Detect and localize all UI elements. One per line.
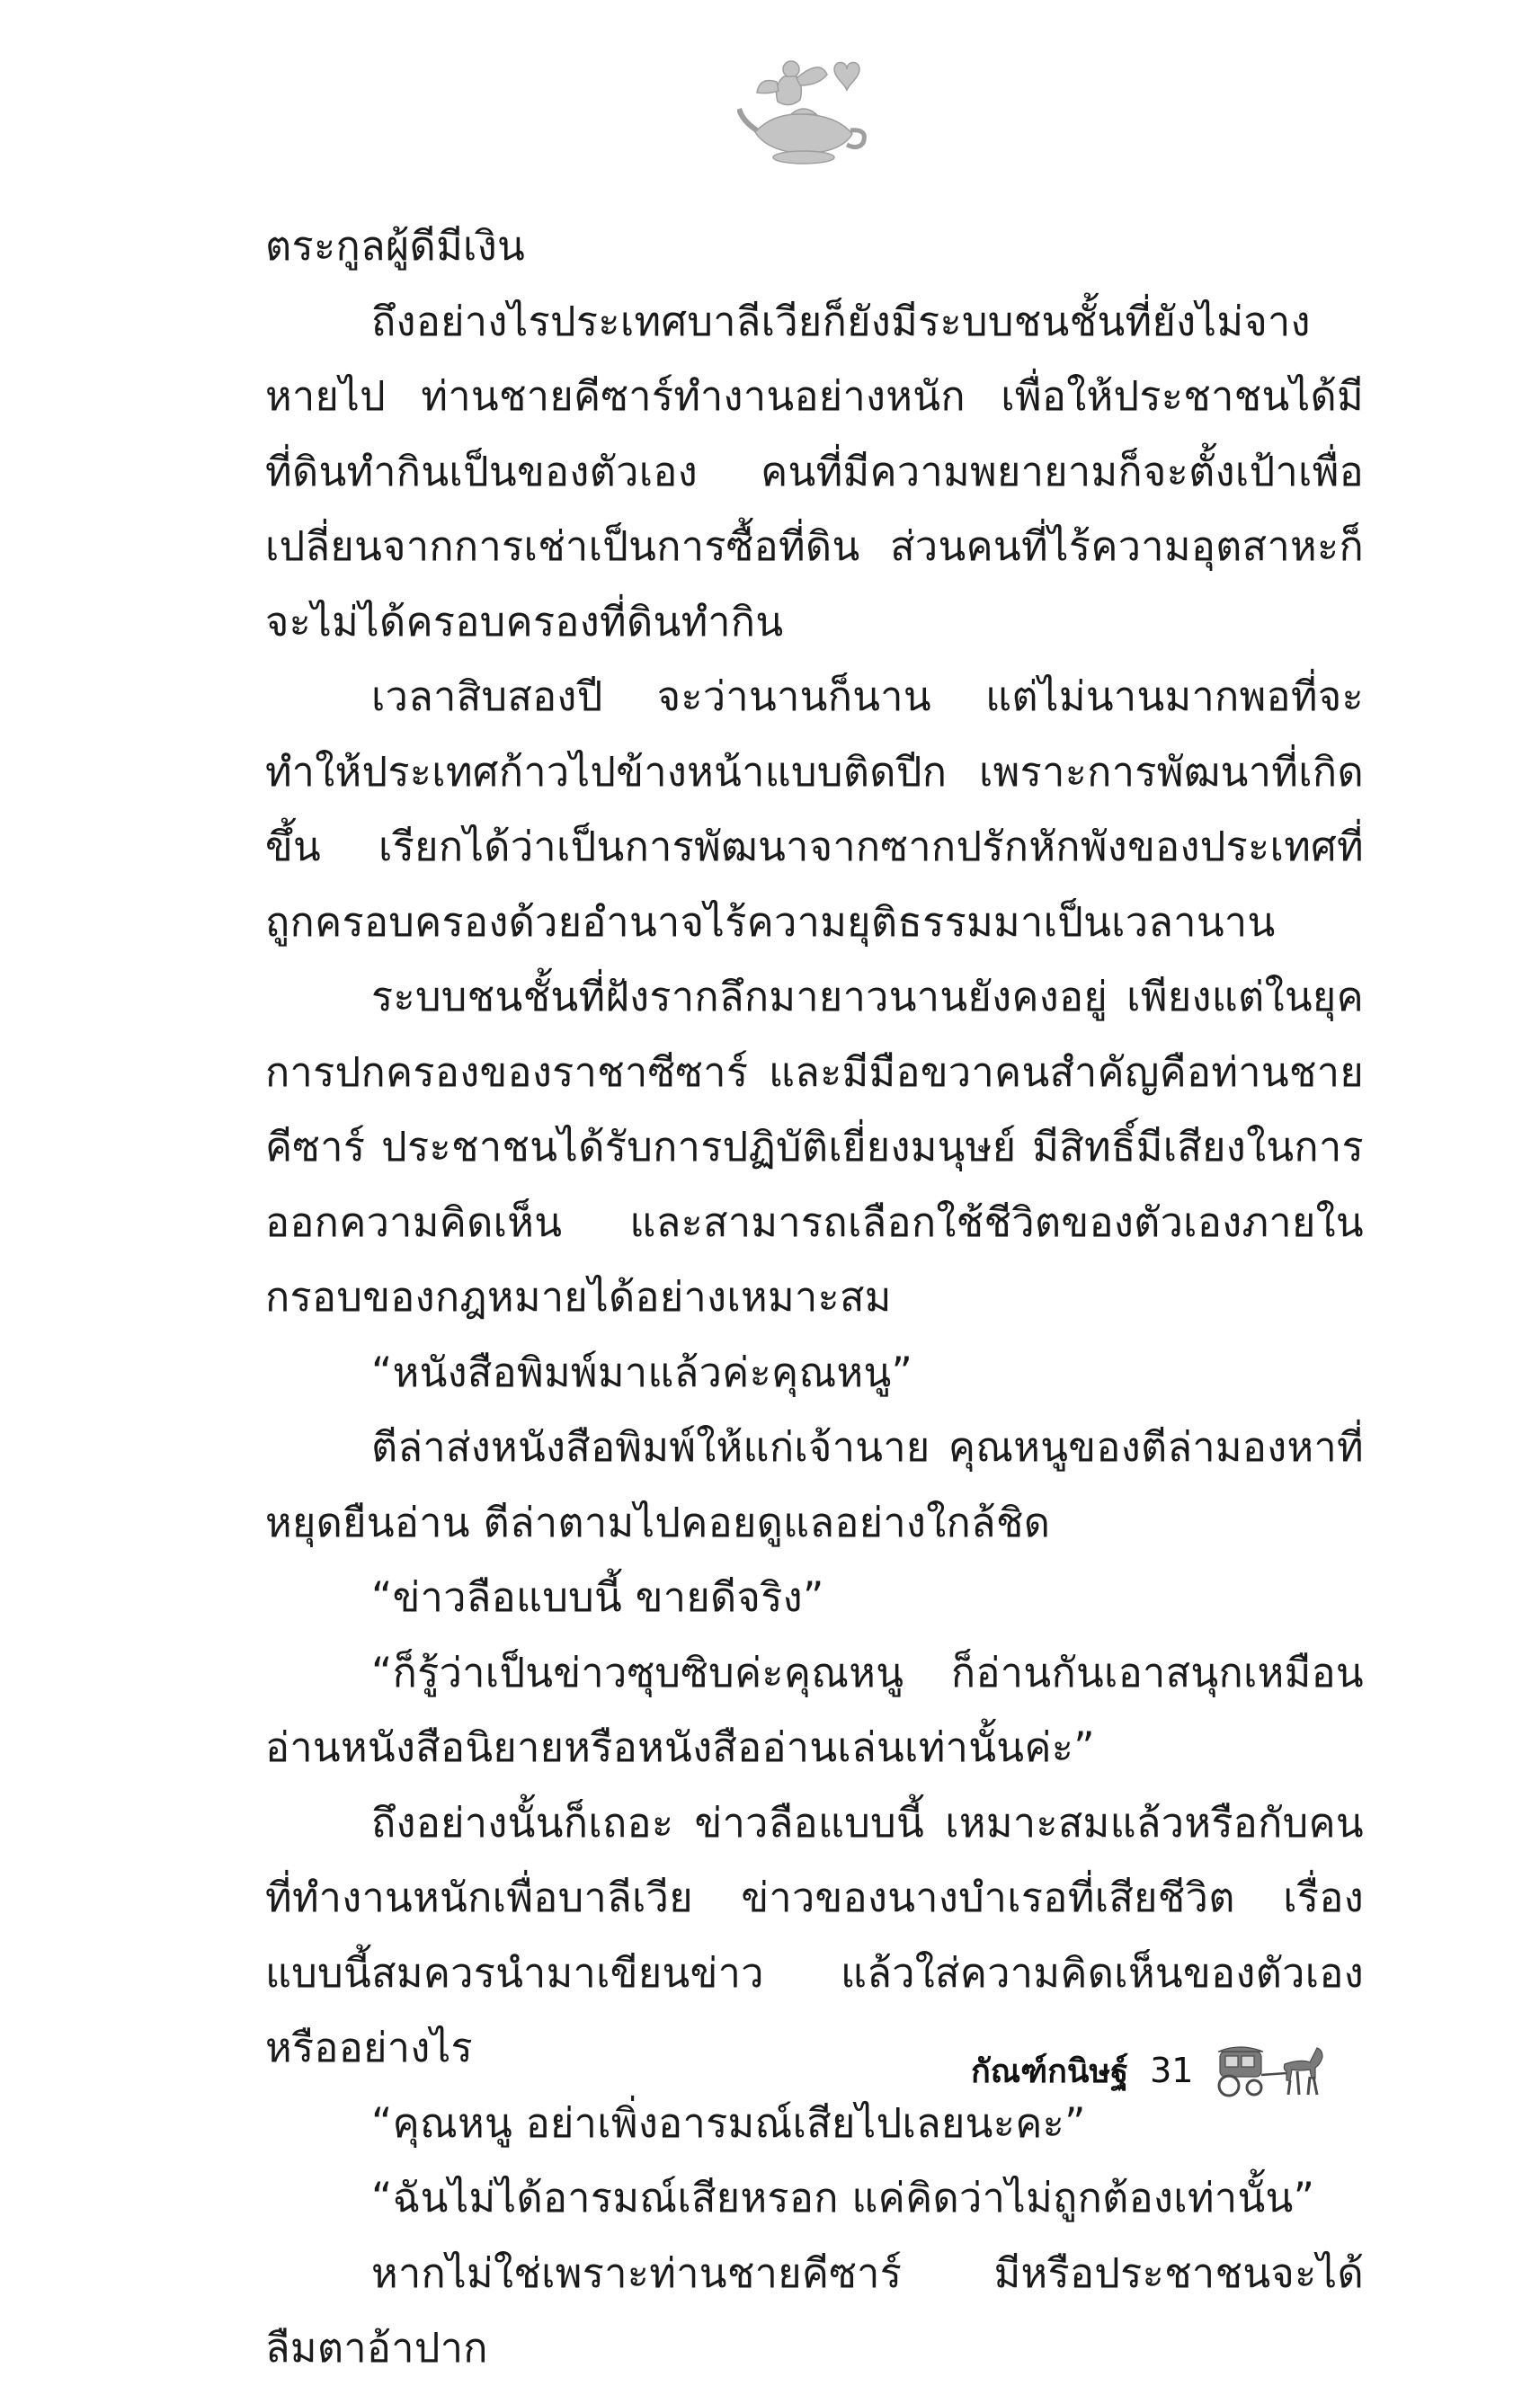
paragraph-6: ถึงอย่างนั้นก็เถอะ ข่าวลือแบบนี้ เหมาะสมแล้วหรือกับคนที่ทำงานหนักเพื่อบาลีเวีย ข่าวของนางบำเรอที่เสียชีวิต เรื่องแบบนี้สมควรนำมาเขียนข่าว แล้วใส่ความคิดเห็นของตัวเองหรืออย่างไร bbox=[265, 1798, 1364, 2071]
dialogue-line-1: “หนังสือพิมพ์มาแล้วค่ะคุณหนู” bbox=[371, 1348, 913, 1396]
dialogue-line-4: “คุณหนู อย่าเพิ่งอารมณ์เสียไปเลยนะคะ” bbox=[371, 2098, 1086, 2147]
dialogue-line-2: “ข่าวลือแบบนี้ ขายดีจริง” bbox=[371, 1573, 824, 1621]
paragraph-7: หากไม่ใช่เพราะท่านชายคีซาร์ มีหรือประชาชนจะได้ลืมตาอ้าปาก bbox=[265, 2248, 1364, 2372]
paragraph-3: เวลาสิบสองปี จะว่านานก็นาน แต่ไม่นานมากพอที่จะทำให้ประเทศก้าวไปข้างหน้าแบบติดปีก เพราะการพัฒนาที่เกิดขึ้น เรียกได้ว่าเป็นการพัฒนาจากซากปรักหักพังของประเทศที่ถูกครอบครองด้วยอำนาจไร้ความยุติธรรมมาเป็นเวลานาน bbox=[265, 672, 1364, 946]
paragraph-4: ระบบชนชั้นที่ฝังรากลึกมายาวนานยังคงอยู่ เพียงแต่ในยุคการปกครองของราชาซีซาร์ และมีมือขวาคนสำคัญคือท่านชายคีซาร์ ประชาชนได้รับการปฏิบัติเยี่ยงมนุษย์ มีสิทธิ์มีเสียงในการออกความคิดเห็น และสามารถเลือกใช้ชีวิตของตัวเองภายในกรอบของกฎหมายได้อย่างเหมาะสม bbox=[265, 973, 1364, 1321]
page-footer bbox=[971, 2030, 1384, 2111]
dialogue-line-5: “ฉันไม่ได้อารมณ์เสียหรอก แค่คิดว่าไม่ถูกต้องเท่านั้น” bbox=[371, 2174, 1315, 2221]
horse-carriage-icon bbox=[1215, 2043, 1327, 2098]
teapot-ornament-icon bbox=[737, 49, 872, 175]
page-number: 31 bbox=[1150, 2051, 1194, 2090]
dialogue-line-3: “ก็รู้ว่าเป็นข่าวซุบซิบค่ะคุณหนู ก็อ่านกันเอาสนุกเหมือนอ่านหนังสือนิยายหรือหนังสืออ่านเล่นเท่านั้นค่ะ” bbox=[265, 1648, 1364, 1771]
book-title: กัณฑ์กนิษฐ์ bbox=[971, 2052, 1129, 2090]
paragraph-1: ตระกูลผู้ดีมีเงิน bbox=[265, 222, 526, 270]
paragraph-5: ตีล่าส่งหนังสือพิมพ์ให้แก่เจ้านาย คุณหนูของตีล่ามองหาที่หยุดยืนอ่าน ตีล่าตามไปคอยดูแลอย่างใกล้ชิด bbox=[265, 1423, 1364, 1546]
paragraph-2: ถึงอย่างไรประเทศบาลีเวียก็ยังมีระบบชนชั้นที่ยังไม่จางหายไป ท่านชายคีซาร์ทำงานอย่างหนัก เพื่อให้ประชาชนได้มีที่ดินทำกินเป็นของตัวเอง คนที่มีความพยายามก็จะตั้งเป้าเพื่อเปลี่ยนจากการเช่าเป็นการซื้อที่ดิน ส่วนคนที่ไร้ความอุตสาหะก็จะไม่ได้ครอบครองที่ดินทำกิน bbox=[265, 297, 1364, 645]
